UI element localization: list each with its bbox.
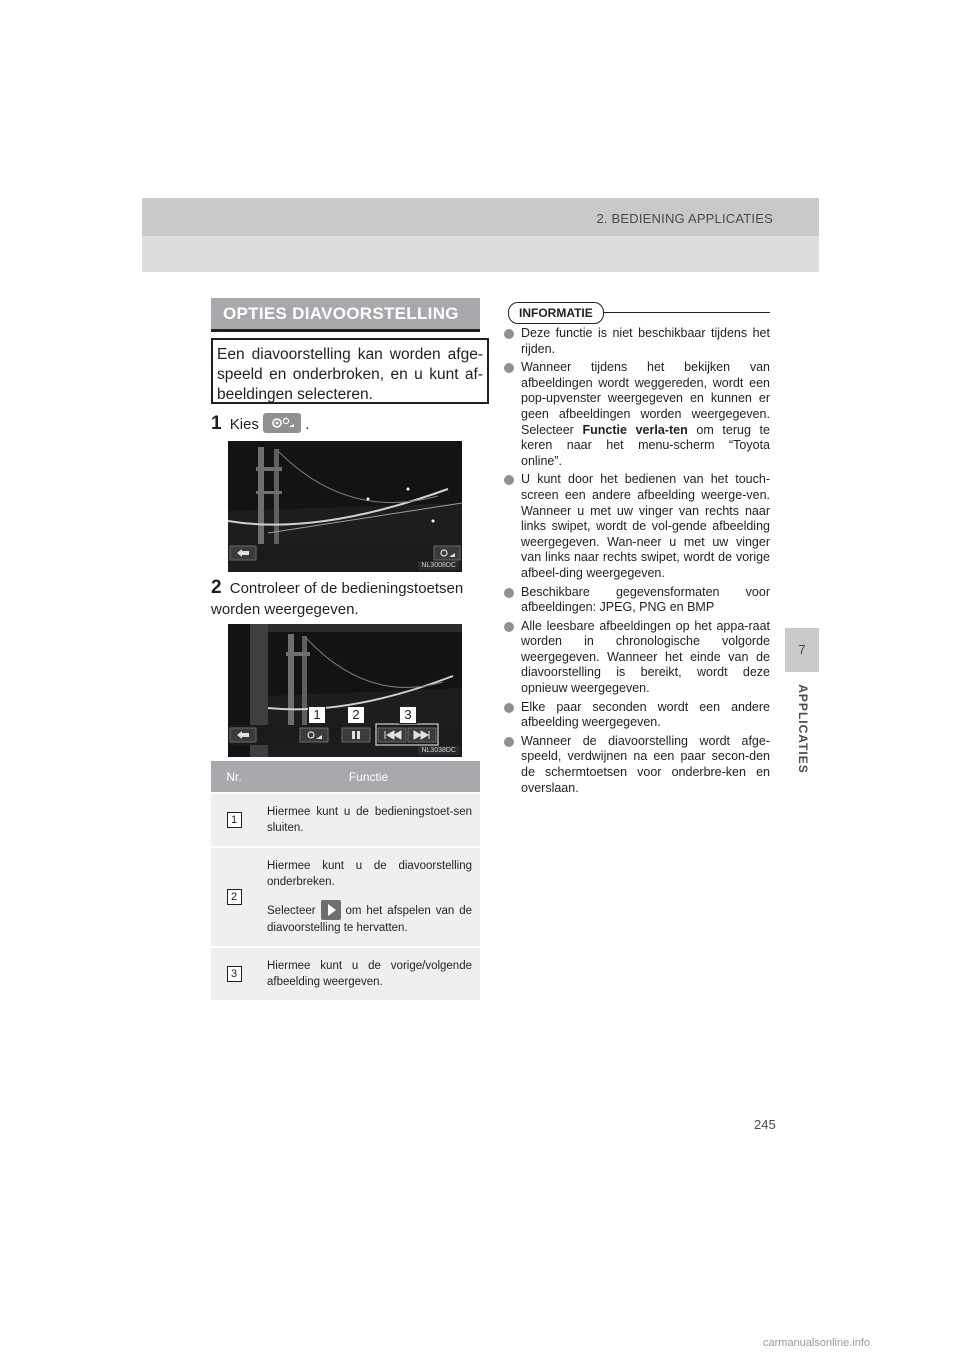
chapter-tab: [785, 628, 819, 672]
table-row: [211, 947, 480, 1000]
step-text-before: Kies: [229, 416, 259, 433]
step-2: [211, 577, 481, 620]
row-description: Hiermee kunt u de diavoorstelling onderbreken.: [267, 860, 472, 888]
bullet-icon: [504, 363, 514, 373]
section-title-text: OPTIES DIAVOORSTELLING: [223, 304, 459, 323]
intro-box: [211, 338, 489, 404]
row-number: 2: [227, 889, 242, 905]
watermark: carmanualsonline.info: [763, 1337, 871, 1349]
row-description: Hiermee kunt u de bedieningstoet-sen sluiten.: [267, 806, 472, 834]
chapter-label-text: APPLICATIES: [796, 684, 810, 774]
table-row: [211, 793, 480, 847]
chapter-label: [793, 680, 811, 780]
chapter-number: 7: [798, 642, 806, 657]
row-extra-before: Selecteer: [267, 905, 316, 917]
column-header-nr: Nr.: [211, 761, 257, 793]
info-item: Deze functie is niet beschikbaar tijdens het rijden.: [504, 326, 770, 357]
play-icon: [321, 900, 341, 920]
header-section-title: 2. BEDIENING APPLICATIES: [596, 211, 773, 226]
step-1: [211, 413, 309, 435]
row-description: Hiermee kunt u de vorige/volgende afbeelding weergeven.: [267, 960, 472, 988]
bullet-icon: [504, 622, 514, 632]
info-item: Alle leesbare afbeeldingen op het appa-raat worden in chronologische volgorde weergegeven. Wanneer het einde van de diavoorstelling is bereikt, wordt deze opnieuw weergegeven.: [504, 619, 770, 697]
slideshow-options-icon: [263, 413, 301, 433]
row-number: 1: [227, 812, 242, 828]
bullet-icon: [504, 329, 514, 339]
screen-image-2: [228, 624, 462, 757]
intro-text: Een diavoorstelling kan worden afge-speeld en onderbroken, en u kunt af-beeldingen selecteren.: [217, 346, 483, 403]
bridge-photo-controls: [228, 624, 462, 757]
bullet-icon: [504, 703, 514, 713]
table-header-row: [211, 761, 480, 793]
step-text-after: .: [305, 416, 310, 433]
step-number: 1: [211, 413, 222, 434]
callout-3: 3: [399, 706, 417, 724]
bullet-icon: [504, 588, 514, 598]
row-number: 3: [227, 966, 242, 982]
functions-table: [211, 761, 480, 1000]
bridge-photo: [228, 441, 462, 572]
info-item: Wanneer tijdens het bekijken van afbeeldingen wordt weggereden, wordt een pop-upvenster weergegeven en kunnen er geen afbeeldingen worden weergegeven. Selecteer Functie verla-ten om terug te keren naar het menu-scherm “Toyota online”.: [504, 360, 770, 469]
column-header-function: Functie: [257, 761, 480, 793]
step-text: Controleer of de bedieningstoetsen worden weergegeven.: [211, 580, 464, 618]
info-bold-term: Functie verla-ten: [582, 422, 688, 437]
table-row: [211, 847, 480, 947]
screen-image-1: [228, 441, 462, 572]
info-item: Wanneer de diavoorstelling wordt afge-speeld, verdwijnen na een paar secon-den de schermtoetsen voor onderbre-ken en overslaan.: [504, 734, 770, 796]
image-code: NL3008DC: [418, 561, 459, 570]
section-title: [211, 298, 480, 332]
header-strip: [142, 198, 819, 236]
info-item: Elke paar seconden wordt een andere afbeelding weergegeven.: [504, 700, 770, 731]
row-extra: [267, 900, 472, 936]
row-extra-after: om het afspelen van de diavoorstelling te hervatten.: [267, 905, 472, 934]
callout-1: 1: [308, 706, 326, 724]
page-number: 245: [754, 1117, 776, 1132]
gear-icon: [263, 413, 301, 433]
info-item: Beschikbare gegevensformaten voor afbeeldingen: JPEG, PNG en BMP: [504, 585, 770, 616]
bullet-icon: [504, 475, 514, 485]
info-item: U kunt door het bedienen van het touch-screen een andere afbeelding weerge-ven. Wanneer u met uw vinger van rechts naar links swipet, wordt de vol-gende afbeelding weergegeven. Wan-neer u met uw vinger van links naar rechts swipet, wordt de vorige afbeel-ding weergegeven.: [504, 472, 770, 581]
callout-2: 2: [347, 706, 365, 724]
info-list: [504, 326, 770, 799]
step-number: 2: [211, 577, 222, 598]
image-code: NL3038DC: [418, 746, 459, 755]
bullet-icon: [504, 737, 514, 747]
info-badge: INFORMATIE: [508, 302, 604, 324]
